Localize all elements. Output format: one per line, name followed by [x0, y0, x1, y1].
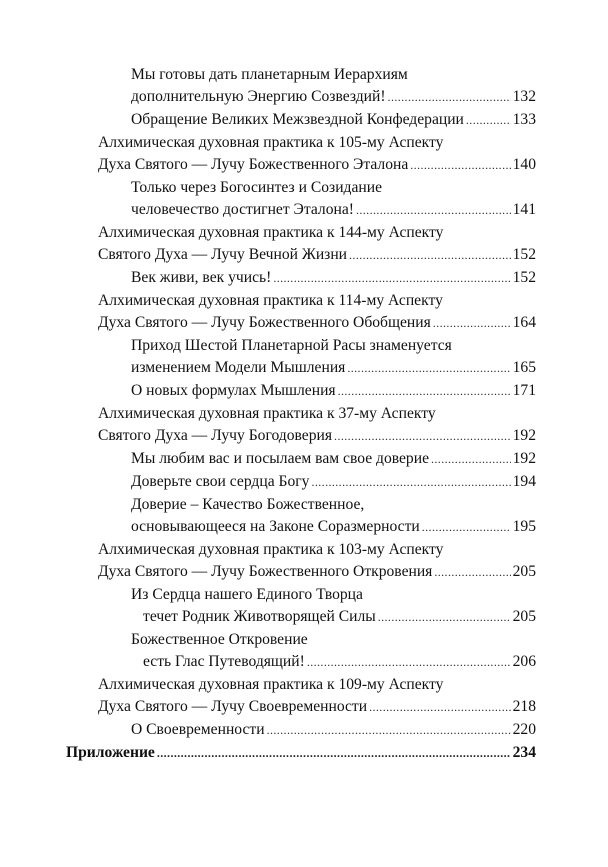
- page-number: 206: [512, 653, 536, 670]
- toc-entry-title: Век живи, век учись!: [131, 269, 272, 286]
- page-number: 152: [512, 246, 536, 263]
- toc-entry-title: Обращение Великих Межзвездной Конфедерации: [131, 111, 464, 128]
- dot-leader: [378, 606, 511, 628]
- toc-entry-title: Алхимическая духовная практика к 37-му Аспекту: [98, 405, 436, 422]
- dot-leader: [307, 651, 511, 673]
- toc-entry-title: Приложение: [66, 744, 155, 761]
- toc-section-entry[interactable]: [0, 674, 608, 718]
- toc-section-entry[interactable]: [0, 132, 608, 176]
- toc-subsection-entry[interactable]: [0, 109, 608, 131]
- toc-entry-title: Духа Святого — Лучу Божественного Обобщения: [98, 314, 431, 331]
- toc-subsection-entry[interactable]: [0, 64, 608, 108]
- page-number: 218: [512, 698, 536, 715]
- toc-section-entry[interactable]: [0, 403, 608, 447]
- toc-section-entry[interactable]: [0, 539, 608, 583]
- page-number: 133: [512, 111, 536, 128]
- toc-entry-title: Из Сердца нашего Единого Творца: [131, 586, 363, 603]
- toc-entry-title: Святого Духа — Лучу Вечной Жизни: [98, 246, 348, 263]
- toc-subsection-entry[interactable]: [0, 494, 608, 538]
- dot-leader: [431, 448, 511, 470]
- dot-leader: [356, 199, 511, 221]
- toc-subsection-entry[interactable]: [0, 629, 608, 673]
- page-number: 205: [512, 608, 536, 625]
- toc-entry-title: Мы готовы дать планетарным Иерархиям: [131, 66, 408, 83]
- dot-leader: [388, 86, 511, 108]
- toc-entry-title: Божественное Откровение: [131, 631, 308, 648]
- page-number: 141: [512, 201, 536, 218]
- table-of-contents: [0, 63, 608, 764]
- dot-leader: [434, 561, 510, 583]
- toc-entry-title: Алхимическая духовная практика к 109-му Аспекту: [98, 676, 444, 693]
- toc-subsection-entry[interactable]: [0, 335, 608, 379]
- toc-entry-title: изменением Модели Мышления: [131, 359, 346, 376]
- toc-subsection-entry[interactable]: [0, 267, 608, 289]
- page-number: 194: [512, 473, 536, 490]
- dot-leader: [311, 471, 510, 493]
- dot-leader: [422, 516, 511, 538]
- toc-entry-appendix[interactable]: [0, 742, 608, 764]
- toc-entry-title: Алхимическая духовная практика к 114-му Аспекту: [98, 292, 443, 309]
- dot-leader: [273, 267, 510, 289]
- toc-entry-title: течет Родник Животворящей Силы: [143, 608, 376, 625]
- dot-leader: [338, 380, 511, 402]
- toc-entry-title: есть Глас Путеводящий!: [143, 653, 305, 670]
- page-number: 192: [512, 427, 536, 444]
- toc-entry-title: О новых формулах Мышления: [131, 382, 336, 399]
- page-number: 132: [512, 88, 536, 105]
- toc-entry-title: Мы любим вас и посылаем вам свое доверие: [131, 450, 429, 467]
- toc-entry-title: основывающееся на Законе Соразмерности: [131, 518, 420, 535]
- toc-entry-title: Только через Богосинтез и Созидание: [131, 179, 382, 196]
- dot-leader: [157, 742, 511, 764]
- toc-entry-title: Духа Святого — Лучу Своевременности: [98, 698, 368, 715]
- toc-subsection-entry[interactable]: [0, 177, 608, 221]
- toc-entry-title: Приход Шестой Планетарной Расы знаменуется: [131, 337, 452, 354]
- toc-entry-title: Алхимическая духовная практика к 103-му Аспекту: [98, 541, 444, 558]
- toc-subsection-entry[interactable]: [0, 471, 608, 493]
- dot-leader: [433, 312, 511, 334]
- dot-leader: [410, 154, 510, 176]
- toc-section-entry[interactable]: [0, 290, 608, 334]
- dot-leader: [466, 109, 511, 131]
- toc-entry-title: О Своевременности: [131, 721, 265, 738]
- dot-leader: [349, 244, 511, 266]
- dot-leader: [347, 357, 510, 379]
- dot-leader: [267, 719, 511, 741]
- toc-subsection-entry[interactable]: [0, 719, 608, 741]
- page-number: 220: [512, 721, 536, 738]
- page-number: 195: [512, 518, 536, 535]
- toc-entry-title: Святого Духа — Лучу Богодоверия: [98, 427, 333, 444]
- toc-entry-title: дополнительную Энергию Созвездий!: [131, 88, 386, 105]
- dot-leader: [369, 696, 511, 718]
- toc-entry-title: Духа Святого — Лучу Божественного Откровения: [98, 563, 433, 580]
- page-number: 205: [512, 563, 536, 580]
- page-number: 171: [512, 382, 536, 399]
- toc-entry-title: человечество достигнет Эталона!: [131, 201, 354, 218]
- toc-subsection-entry[interactable]: [0, 584, 608, 628]
- toc-section-entry[interactable]: [0, 222, 608, 266]
- page-number: 164: [512, 314, 536, 331]
- toc-subsection-entry[interactable]: [0, 448, 608, 470]
- toc-entry-title: Алхимическая духовная практика к 144-му Аспекту: [98, 224, 444, 241]
- page-number: 152: [512, 269, 536, 286]
- dot-leader: [334, 425, 511, 447]
- page-number: 140: [512, 156, 536, 173]
- page-number: 234: [512, 744, 536, 761]
- toc-entry-title: Алхимическая духовная практика к 105-му Аспекту: [98, 134, 444, 151]
- toc-entry-title: Духа Святого — Лучу Божественного Эталона: [98, 156, 409, 173]
- toc-subsection-entry[interactable]: [0, 380, 608, 402]
- page-number: 192: [512, 450, 536, 467]
- toc-entry-title: Доверьте свои сердца Богу: [131, 473, 310, 490]
- page-number: 165: [512, 359, 536, 376]
- toc-entry-title: Доверие – Качество Божественное,: [131, 496, 365, 513]
